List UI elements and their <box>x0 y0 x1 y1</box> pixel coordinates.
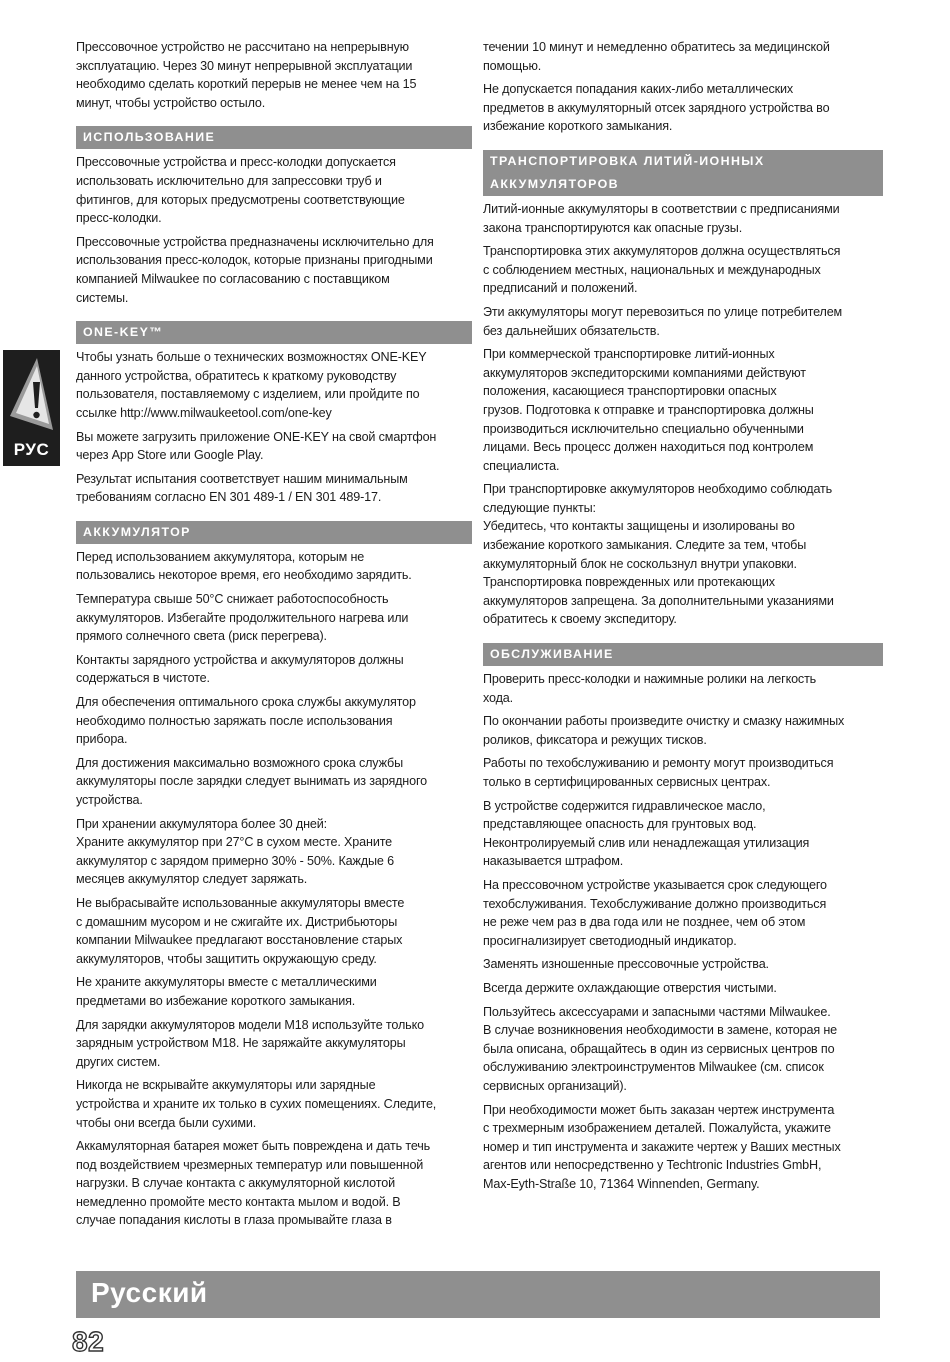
paragraph: Чтобы узнать больше о технических возможностях ONE-KEY данного устройства, обратитесь к краткому руководству пользователя, поставляемому с изделием, или пройдите по ссылке http://www.milwaukeetool.com/one-key <box>76 350 427 420</box>
warning-triangle-icon <box>7 356 55 436</box>
paragraph: Транспортировка этих аккумуляторов должна осуществляться с соблюдением местных, национальных и международных предписаний и положений. <box>483 244 841 296</box>
footer-language-title: Русский <box>91 1277 208 1308</box>
paragraph: Никогда не вскрывайте аккумуляторы или зарядные устройства и храните их только в сухих помещениях. Следите, чтобы они всегда были сухими. <box>76 1078 437 1130</box>
paragraph: Литий-ионные аккумуляторы в соответствии с предписаниями закона транспортируются как опасные грузы. <box>483 201 840 235</box>
page-number: 82 <box>72 1326 105 1357</box>
section-heading: ОБСЛУЖИВАНИЕ <box>483 643 883 666</box>
paragraph: Прессовочные устройства и пресс-колодки допускается использовать исключительно для запрессовки труб и фитингов, для которых предусмотрены соответствующие пресс-колодки. <box>76 155 405 226</box>
paragraph: Не допускается попадания каких-либо металлических предметов в аккумуляторный отсек зарядного устройства во избежание короткого замыкания. <box>483 82 830 134</box>
section-heading: ИСПОЛЬЗОВАНИЕ <box>76 126 472 149</box>
paragraph: Аккамуляторная батарея может быть повреждена и дать течь под воздействием чрезмерных температур или повышенной нагрузки. В случае контакта с аккумуляторной кислотой немедленно промойте место контакта мылом и водой. В случае попадания кислоты в глаза промывайте глаза в <box>76 1139 431 1228</box>
paragraph: По окончании работы произведите очистку и смазку нажимных роликов, фиксатора и режущих тисков. <box>483 714 845 747</box>
section-heading: АККУМУЛЯТОР <box>76 521 472 544</box>
section-heading: ТРАНСПОРТИРОВКА ЛИТИЙ-ИОННЫХ АККУМУЛЯТОРОВ <box>483 150 883 196</box>
paragraph: Контакты зарядного устройства и аккумуляторов должны содержаться в чистоте. <box>76 652 404 686</box>
paragraph: течении 10 минут и немедленно обратитесь за медицинской помощью. <box>483 40 830 73</box>
paragraph: Температура свыше 50°C снижает работоспособность аккумуляторов. Избегайте продолжительного нагрева или прямого солнечного света (риск перегрева). <box>76 592 409 644</box>
paragraph: Работы по техобслуживанию и ремонту могут производиться только в сертифицированных сервисных центрах. <box>483 756 834 789</box>
right-column <box>483 38 883 1198</box>
paragraph: Прессовочное устройство не рассчитано на непрерывную эксплуатацию. Через 30 минут непрерывной эксплуатации необходимо сделать короткий перерыв не менее чем на 15 минут, чтобы устройство остыло. <box>76 40 417 110</box>
paragraph: Заменять изношенные прессовочные устройства. <box>483 957 769 972</box>
paragraph: Пользуйтесь аксессуарами и запасными частями Milwaukee. В случае возникновения необходимости в замене, которая не была описана, обращайтесь в один из сервисных центров по обслуживанию электроинструментов Milwaukee (см. список сервисных организаций). <box>483 1004 838 1093</box>
paragraph: Проверить пресс-колодки и нажимные ролики на легкость хода. <box>483 672 817 705</box>
footer-language-bar <box>76 1271 880 1318</box>
paragraph: Не храните аккумуляторы вместе с металлическими предметами во избежание короткого замыкания. <box>76 975 377 1008</box>
paragraph: Вы можете загрузить приложение ONE-KEY на свой смартфон через App Store или Google Play. <box>76 429 437 463</box>
paragraph: При хранении аккумулятора более 30 дней: Храните аккумулятор при 27°C в сухом месте. Храните аккумулятор с зарядом примерно 30% - 50%. Каждые 6 месяцев аккумулятор следует заряжать. <box>76 816 394 887</box>
paragraph: В устройстве содержится гидравлическое масло, представляющее опасность для грунтовых вод. Неконтролируемый слив или ненадлежащая утилизация наказывается штрафом. <box>483 798 810 869</box>
paragraph: Не выбрасывайте использованные аккумуляторы вместе с домашним мусором и не сжигайте их. Дистрибьюторы компании Milwaukee предлагают восстановление старых аккумуляторов, чтобы защитить окружающую среду. <box>76 895 405 966</box>
section-heading: ONE-KEY™ <box>76 321 472 344</box>
paragraph: Для обеспечения оптимального срока службы аккумулятор необходимо полностью заряжать после использования прибора. <box>76 695 416 747</box>
paragraph: При необходимости может быть заказан чертеж инструмента с трехмерным изображением деталей. Пожалуйста, укажите номер и тип инструмента и закажите чертеж у Ваших местных агентов или непосредственно у Techtronic Industries GmbH, Max-Eyth-Straße 10, 71364 Winnenden, Germany. <box>483 1102 841 1191</box>
paragraph: На прессовочном устройстве указывается срок следующего техобслуживания. Техобслуживание должно производиться не реже чем раз в два года или не позднее, чем об этом просигнализирует светодиодный индикатор. <box>483 877 827 948</box>
paragraph: Прессовочные устройства предназначены исключительно для использования пресс-колодок, которые признаны пригодными компанией Milwaukee по согласованию с поставщиком системы. <box>76 234 434 305</box>
paragraph: Для зарядки аккумуляторов модели M18 используйте только зарядным устройством M18. Не заряжайте аккумуляторы других систем. <box>76 1017 424 1069</box>
language-side-tab <box>3 350 60 466</box>
paragraph: При транспортировке аккумуляторов необходимо соблюдать следующие пункты: Убедитесь, что контакты защищены и изолированы во избежание короткого замыкания. Следите за тем, чтобы аккумуляторный блок не соскользнул внутри упаковки. Транспортировка поврежденных или протекающих аккумуляторов запрещена. За дополнительными указаниями обратитесь к своему экспедитору. <box>483 482 834 627</box>
paragraph: При коммерческой транспортировке литий-ионных аккумуляторов экспедиторскими компаниями действуют положения, касающиеся транспортировки опасных грузов. Подготовка к отправке и транспортировка должны производиться исключительно специально обученными лицами. Весь процесс должен находиться под контролем специалиста. <box>483 347 814 473</box>
paragraph: Результат испытания соответствует нашим минимальным требованиям согласно EN 301 489-1 / EN 301 489-17. <box>76 471 408 505</box>
paragraph: Всегда держите охлаждающие отверстия чистыми. <box>483 980 777 995</box>
language-code: РУС <box>13 440 50 459</box>
paragraph: Эти аккумуляторы могут перевозиться по улице потребителем без дальнейших обязательств. <box>483 304 843 338</box>
paragraph: Перед использованием аккумулятора, которым не пользовались некоторое время, его необходимо зарядить. <box>76 549 412 583</box>
paragraph: Для достижения максимально возможного срока службы аккумуляторы после зарядки следует вынимать из зарядного устройства. <box>76 755 427 807</box>
left-column <box>76 38 472 1235</box>
